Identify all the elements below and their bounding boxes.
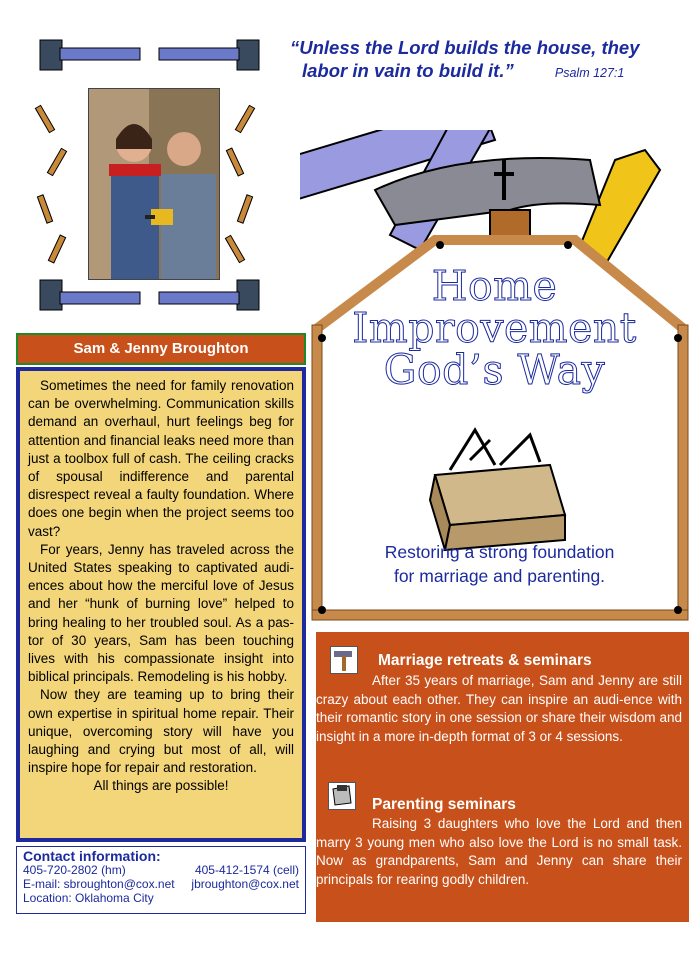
tagline: [332, 540, 667, 588]
quote-reference: Psalm 127:1: [554, 66, 625, 80]
tagline-line-2: for marriage and parenting.: [393, 566, 606, 586]
bio-text-box: [16, 367, 306, 842]
brochure-title: [332, 262, 657, 394]
bio-paragraph: For years, Jenny has traveled across the United States speaking to captivated audi-ences about how the merciful love of Jesus and her “hunk of burning love” helped to bring healing to her troubled soul. As a pas-tor of 30 years, Sam has been touching lives with his compassionate insight into biblical principals. Remodeling is his hobby.: [28, 541, 294, 685]
bio-header: Sam & Jenny Broughton: [16, 333, 306, 365]
hammer-icon: [159, 40, 259, 70]
phone-home: 405-720-2802 (hm): [23, 863, 126, 877]
title-line-2: Improvement: [352, 304, 637, 352]
saw-icon: [328, 782, 356, 810]
hammer-icon: [330, 646, 358, 674]
phone-cell: 405-412-1574 (cell): [194, 863, 299, 877]
service-text-marriage: After 35 years of marriage, Sam and Jenny are still crazy about each other. They can inspire an audi-ence with their romantic story in one session or share their wisdom and insight in a more in-depth format of 3 or 4 sessions.: [316, 673, 682, 744]
services-panel: [316, 632, 689, 922]
email-jenny[interactable]: jbroughton@cox.net: [191, 877, 299, 891]
contact-box: [16, 846, 306, 914]
service-text-parenting: Raising 3 daughters who love the Lord and then marry 3 young men who also love the Lord is no small task. Now as grandparents, Sam and Jenny can share their principals for rearing godly children.: [316, 816, 682, 887]
quote-line-1: “Unless the Lord builds the house, they: [290, 37, 640, 58]
couple-photo: [88, 88, 220, 280]
bio-paragraph: Sometimes the need for family renovation can be overwhelming. Communication skills demand an overhaul, hurt feelings beg for attention and financial leaks need more than just a toolbox full of cash. The ceiling cracks of spousal indifference and parental disrespect reveal a faulty foundation. Where does one begin when the project seems too vast?: [28, 378, 294, 539]
tagline-line-1: Restoring a strong foundation: [384, 542, 615, 562]
contact-title: Contact information:: [23, 848, 161, 864]
hammer-icon: [159, 280, 259, 310]
service-title-parenting: Parenting seminars: [372, 796, 516, 813]
bio-closing: All things are possible!: [93, 778, 229, 794]
hammer-icon: [40, 280, 140, 310]
bio-paragraph: Now they are teaming up to bring their own expertise in spiritual home repair. Their unique, overcoming story will have you laughing and crying but most of all, will inspire hope for repair and restoration.: [28, 687, 294, 776]
scripture-quote: [290, 36, 690, 85]
hammer-icon: [40, 40, 140, 70]
location: Location: Oklahoma City: [23, 891, 154, 905]
email-sam[interactable]: E-mail: sbroughton@cox.net: [23, 877, 175, 891]
quote-line-2: labor in vain to build it.”: [302, 60, 514, 81]
service-title-marriage: Marriage retreats & seminars: [378, 652, 592, 669]
title-line-3: God’s Way: [383, 346, 606, 394]
title-line-1: Home: [431, 262, 558, 310]
